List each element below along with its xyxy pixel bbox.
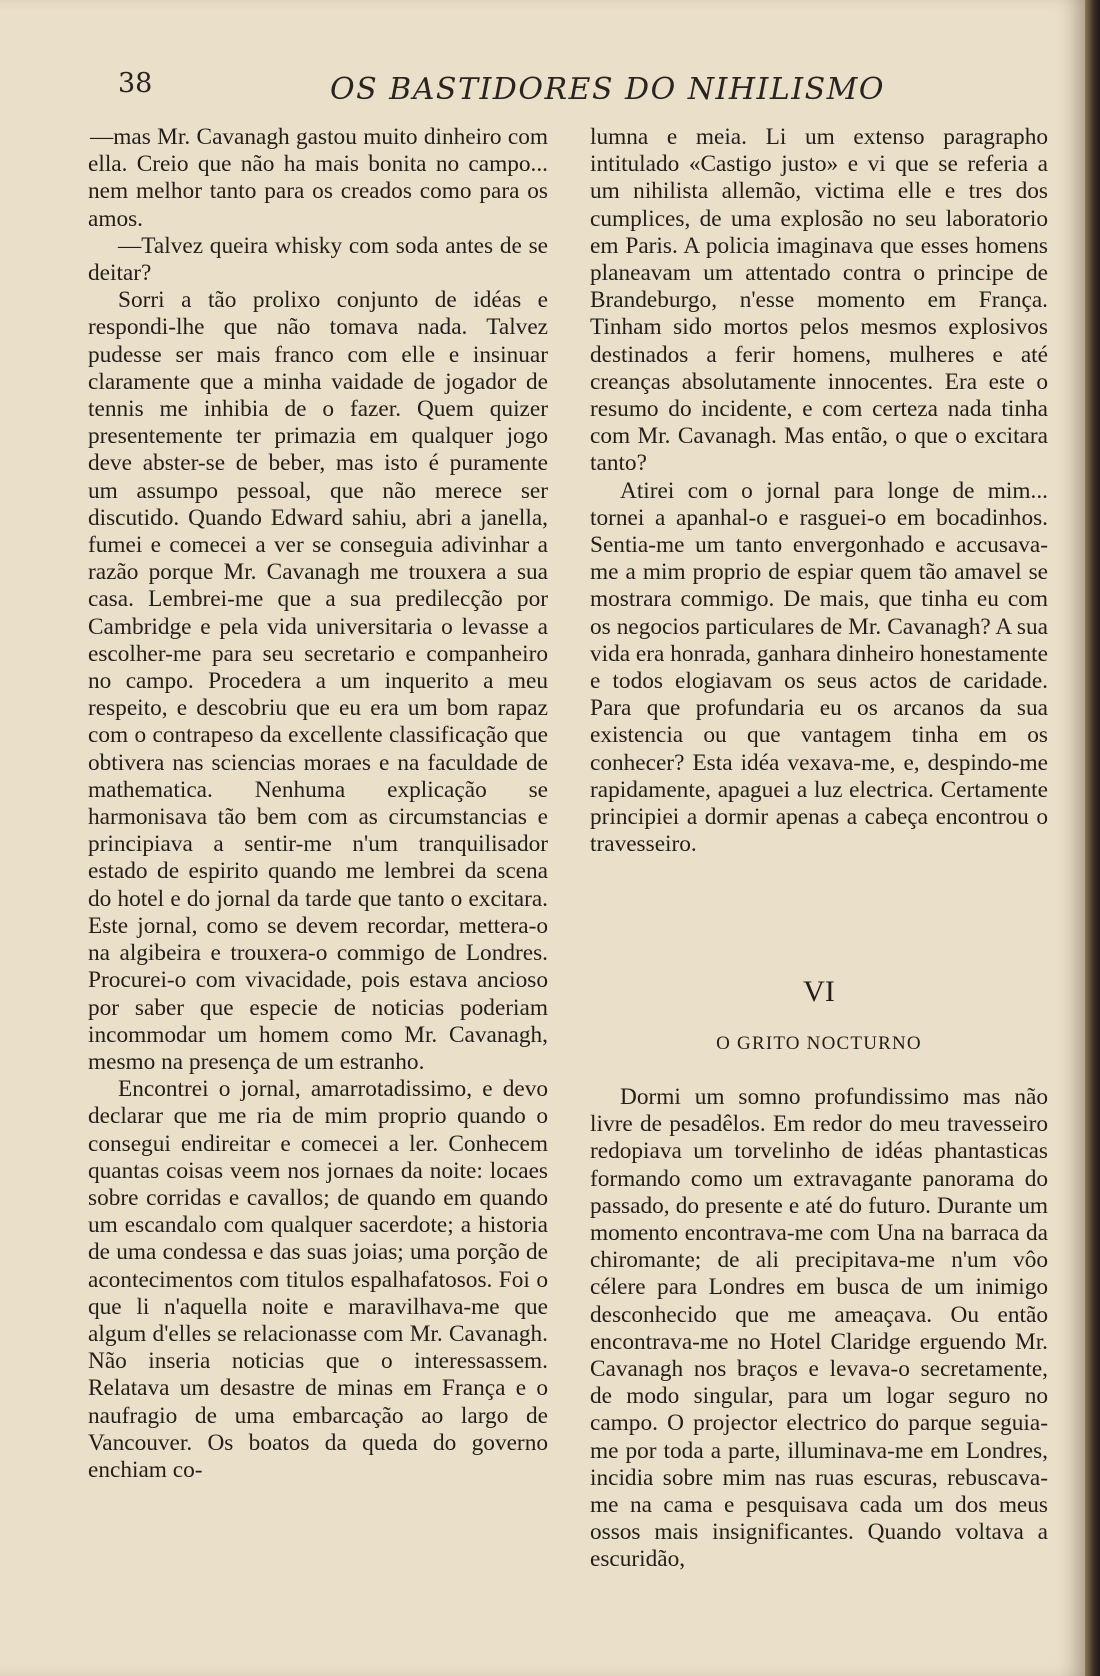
right-column (590, 124, 1048, 858)
page-header (0, 60, 1085, 120)
left-column (88, 124, 548, 1484)
paragraph: —mas Mr. Cavanagh gastou muito dinheiro com ella. Creio que não ha mais bonita no campo... nem melhor tanto para os creados como para os amos. (88, 124, 548, 232)
chapter-number: VI (803, 975, 835, 1008)
paragraph: Dormi um somno profundissimo mas não livre de pesadêlos. Em redor do meu travesseiro redopiava um torvelinho de idéas phantasticas formando como um extravagante panorama do passado, do presente e até do futuro. Durante um momento encontrava-me com Una na barraca da chiromante; de ali precipitava-me n'um vôo célere para Londres em busca de um inimigo desconhecido que me ameaçava. Ou então encontrava-me no Hotel Claridge erguendo Mr. Cavanagh nos braços e levava-o secretamente, de modo singular, para um logar seguro no campo. O projector electrico do parque seguia-me por toda a parte, illuminava-me em Londres, incidia sobre mim nas ruas escuras, rebuscava-me na cama e pesquisava cada um dos meus ossos mais insignificantes. Quando voltava a escuridão, (590, 1084, 1048, 1573)
paragraph: Atirei com o jornal para longe de mim... tornei a apanhal-o e rasguei-o em bocadinhos. Sentia-me um tanto envergonhado e accusava-me a mim proprio de espiar quem tão amavel se mostrara commigo. De mais, que tinha eu com os negocios particulares de Mr. Cavanagh? A sua vida era honrada, ganhara dinheiro honestamente e todos elogiavam os seus actos de caridade. Para que profundaria eu os arcanos da sua existencia ou que vantagem tinha em os conhecer? Esta idéa vexava-me, e, despindo-me rapidamente, apaguei a luz electrica. Certamente principiei a dormir apenas a cabeça encontrou o travesseiro. (590, 477, 1048, 858)
paragraph: Encontrei o jornal, amarrotadissimo, e devo declarar que me ria de mim proprio quando o consegui endireitar e comecei a ler. Conhecem quantas coisas veem nos jornaes da noite: locaes sobre corridas e cavallos; de quando em quando um escandalo com qualquer sacerdote; a historia de uma condessa e das suas joias; uma porção de acontecimentos com titulos espalhafatosos. Foi o que li n'aquella noite e maravilhava-me que algum d'elles se relacionasse com Mr. Cavanagh. Não inseria noticias que o interessassem. Relatava um desastre de minas em França e o naufragio de uma embarcação ao largo de Vancouver. Os boatos da queda do governo enchiam co- (88, 1076, 548, 1483)
running-title: OS BASTIDORES DO NIHILISMO (330, 72, 885, 107)
page-number: 38 (118, 68, 153, 99)
paragraph: lumna e meia. Li um extenso paragrapho intitulado «Castigo justo» e vi que se referia a um nihilista allemão, victima elle e tres dos cumplices, de uma explosão no seu laboratorio em Paris. A policia imaginava que esses homens planeavam um attentado contra o principe de Brandeburgo, n'esse momento em França. Tinham sido mortos pelos mesmos explosivos destinados a ferir homens, mulheres e até creanças absolutamente innocentes. Era este o resumo do incidente, e com certeza nada tinha com Mr. Cavanagh. Mas então, o que o excitara tanto? (590, 124, 1048, 477)
paragraph: Sorri a tão prolixo conjunto de idéas e respondi-lhe que não tomava nada. Talvez pudesse ser mais franco com elle e insinuar claramente que a minha vaidade de jogador de tennis me inhibia de o fazer. Quem quizer presentemente ter primazia em qualquer jogo deve abster-se de beber, mas isto é puramente um assumpo pessoal, que não merece ser discutido. Quando Edward sahiu, abri a janella, fumei e comecei a ver se conseguia adivinhar a razão porque Mr. Cavanagh me trouxera a sua casa. Lembrei-me que a sua predilecção por Cambridge e pela vida universitaria o levasse a escolher-me para seu secretario e companheiro no campo. Procedera a um inquerito a meu respeito, e descobriu que eu era um bom rapaz com o contrapeso da excellente classificação que obtivera nas sciencias moraes e na faculdade de mathematica. Nenhuma explicação se harmonisava tão bem com as circumstancias e principiava a sentir-me n'um tranquilisador estado de espirito quando me lembrei da scena do hotel e do jornal da tarde que tanto o excitara. Este jornal, como se devem recordar, mettera-o na algibeira e trouxera-o commigo de Londres. Procurei-o com vivacidade, pois estava ancioso por saber que especie de noticias poderiam incommodar um homem como Mr. Cavanagh, mesmo na presença de um estranho. (88, 287, 548, 1075)
chapter-title: O GRITO NOCTURNO (716, 1033, 922, 1054)
book-spine-edge (1085, 0, 1100, 1676)
paragraph: —Talvez queira whisky com soda antes de se deitar? (88, 232, 548, 287)
chapter-text (590, 1084, 1048, 1574)
